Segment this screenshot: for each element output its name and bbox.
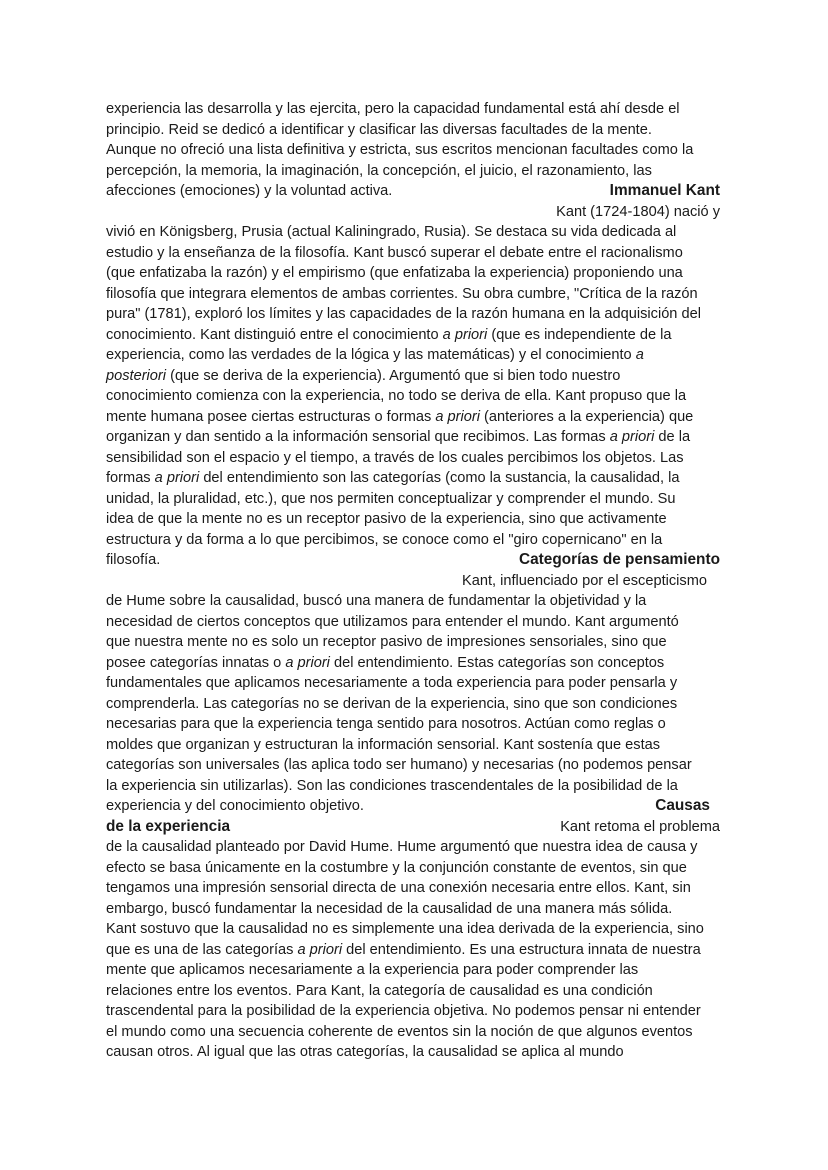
text-line: embargo, buscó fundamentar la necesidad de la causalidad de una manera más sólida. — [106, 900, 673, 917]
text-line: comprenderla. Las categorías no se derivan de la experiencia, sino que son condiciones — [106, 695, 678, 712]
section-heading-causas-cont: de la experiencia — [106, 817, 231, 835]
text-line: vivió en Königsberg, Prusia (actual Kaliningrado, Rusia). Se destaca su vida dedicada al — [106, 224, 677, 240]
text-fragment: del entendimiento. Estas categorías son conceptos — [329, 654, 665, 671]
text-line — [106, 817, 720, 838]
text-line — [106, 796, 720, 817]
text-column — [106, 99, 720, 1063]
text-line: percepción, la memoria, la imaginación, la concepción, el juicio, el razonamiento, las — [106, 162, 652, 179]
text-fragment: organizan y dan sentido a la información sensorial que recibimos. Las formas — [106, 429, 610, 445]
text-line: sensibilidad son el espacio y el tiempo, a través de los cuales percibimos los objetos. Las — [106, 449, 684, 466]
italic-term: a priori — [154, 470, 200, 486]
text-line — [106, 366, 720, 387]
text-line: necesidad de ciertos conceptos que utilizamos para entender el mundo. Kant argumentó — [106, 613, 679, 630]
text-line: causan otros. Al igual que las otras categorías, la causalidad se aplica al mundo — [106, 1044, 624, 1060]
text-line — [106, 550, 720, 571]
text-line: experiencia las desarrolla y las ejercita, pero la capacidad fundamental está ahí desde el — [106, 101, 680, 117]
italic-term: a priori — [435, 408, 480, 425]
text-line: idea de que la mente no es un receptor pasivo de la experiencia, sino que activamente — [106, 511, 667, 527]
section-heading-kant: Immanuel Kant — [609, 182, 720, 199]
text-fragment: filosofía. — [106, 552, 161, 568]
text-line — [106, 468, 720, 489]
italic-term: a priori — [609, 429, 655, 445]
italic-term: a priori — [297, 941, 343, 958]
text-line: mente que aplicamos necesariamente a la experiencia para poder comprender las — [106, 962, 639, 978]
text-fragment: que es una de las categorías — [106, 941, 298, 958]
text-line — [106, 345, 720, 366]
text-fragment: conocimiento. Kant distinguió entre el conocimiento — [106, 326, 443, 343]
text-line: de Hume sobre la causalidad, buscó una manera de fundamentar la objetividad y la — [106, 593, 647, 609]
text-fragment: (que se deriva de la experiencia). Argumentó que si bien todo nuestro — [166, 367, 621, 384]
text-line: Kant, influenciado por el escepticismo — [462, 572, 707, 589]
text-line: trascendental para la posibilidad de la experiencia objetiva. No podemos pensar ni entender — [106, 1003, 701, 1019]
text-fragment: experiencia y del conocimiento objetivo. — [106, 798, 364, 814]
text-line: el mundo como una secuencia coherente de eventos sin la noción de que algunos eventos — [106, 1023, 693, 1040]
section-heading-categorias: Categorías de pensamiento — [519, 551, 720, 568]
text-fragment: experiencia, como las verdades de la lógica y las matemáticas) y el conocimiento — [106, 347, 636, 363]
italic-term: a priori — [285, 654, 330, 671]
text-line — [106, 181, 720, 202]
text-fragment: (que es independiente de la — [487, 326, 672, 343]
text-fragment: mente humana posee ciertas estructuras o formas — [106, 408, 436, 425]
text-fragment: afecciones (emociones) y la voluntad activa. — [106, 183, 393, 199]
text-line: principio. Reid se dedicó a identificar y clasificar las diversas facultades de la mente. — [106, 121, 652, 138]
text-fragment: del entendimiento. Es una estructura innata de nuestra — [342, 941, 701, 958]
text-line: efecto se basa únicamente en la costumbre y la conjunción constante de eventos, sin que — [106, 859, 687, 876]
text-line: Kant sostuvo que la causalidad no es simplemente una idea derivada de la experiencia, sino — [106, 921, 704, 937]
text-fragment: del entendimiento son las categorías (como la sustancia, la causalidad, la — [199, 470, 680, 486]
text-line: necesarias para que la experiencia tenga sentido para nosotros. Actúan como reglas o — [106, 716, 666, 732]
text-fragment: posee categorías innatas o — [106, 654, 286, 671]
text-line: unidad, la pluralidad, etc.), que nos permiten conceptualizar y comprender el mundo. Su — [106, 490, 676, 507]
section-heading-causas: Causas — [655, 797, 710, 814]
text-line: la experiencia sin utilizarlas). Son las condiciones trascendentales de la posibilidad de la — [106, 777, 678, 794]
text-line — [106, 940, 720, 961]
text-fragment: formas — [106, 470, 155, 486]
italic-term: a — [635, 347, 644, 363]
text-line — [106, 653, 720, 674]
italic-term: a priori — [442, 326, 488, 343]
text-line: categorías son universales (las aplica todo ser humano) y necesarias (no podemos pensar — [106, 757, 692, 773]
text-line: moldes que organizan y estructuran la información sensorial. Kant sostenía que estas — [106, 736, 661, 753]
text-line — [106, 427, 720, 448]
text-line: relaciones entre los eventos. Para Kant, la categoría de causalidad es una condición — [106, 982, 653, 999]
text-line: filosofía que integrara elementos de ambas corrientes. Su obra cumbre, "Crítica de la razón — [106, 285, 698, 302]
text-line: que nuestra mente no es solo un receptor pasivo de impresiones sensoriales, sino que — [106, 634, 667, 650]
text-line — [106, 407, 720, 428]
text-line: fundamentales que aplicamos necesariamente a toda experiencia para poder pensarla y — [106, 675, 678, 691]
text-line: conocimiento comienza con la experiencia, no todo se deriva de ella. Kant propuso que la — [106, 388, 687, 404]
text-fragment: (anteriores a la experiencia) que — [479, 408, 694, 425]
text-line: tengamos una impresión sensorial directa de una conexión necesaria entre ellos. Kant, sin — [106, 880, 691, 896]
text-line: Kant (1724-1804) nació y — [556, 203, 720, 220]
text-line: pura" (1781), exploró los límites y las capacidades de la razón humana en la adquisición del — [106, 306, 701, 322]
text-line: de la causalidad planteado por David Hume. Hume argumentó que nuestra idea de causa y — [106, 839, 698, 855]
italic-term: posteriori — [106, 367, 167, 384]
text-line: estudio y la enseñanza de la filosofía. Kant buscó superar el debate entre el racionalismo — [106, 244, 683, 261]
text-line: Aunque no ofreció una lista definitiva y estricta, sus escritos mencionan facultades como la — [106, 142, 694, 158]
text-line — [106, 325, 720, 346]
text-line: estructura y da forma a lo que percibimos, se conoce como el "giro copernicano" en la — [106, 531, 663, 548]
text-fragment: Kant retoma el problema — [560, 818, 720, 835]
text-fragment: de la — [654, 429, 691, 445]
text-line: (que enfatizaba la razón) y el empirismo (que enfatizaba la experiencia) proponiendo una — [106, 265, 683, 281]
